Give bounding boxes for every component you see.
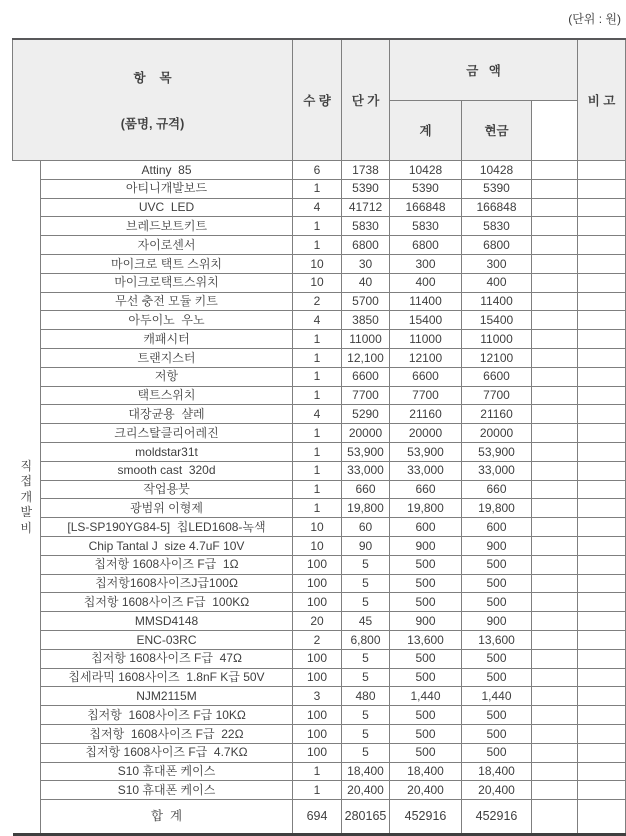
amount-cash-cell: 500	[462, 593, 532, 612]
quantity-cell: 100	[293, 668, 342, 687]
item-name-cell: 아두이노 우노	[41, 311, 293, 330]
unit-price-cell: 41712	[342, 198, 390, 217]
note-cell	[578, 612, 626, 631]
unit-price-cell: 6,800	[342, 630, 390, 649]
note-cell	[578, 386, 626, 405]
amount-cash-cell: 6800	[462, 236, 532, 255]
amount-sum-cell: 500	[390, 724, 462, 743]
table-row	[13, 161, 626, 180]
amount-sum-cell: 20,400	[390, 781, 462, 800]
total-note-cell	[578, 800, 626, 835]
amount-cash-cell: 1,440	[462, 687, 532, 706]
total-quantity-cell: 694	[293, 800, 342, 835]
amount-sum-cell: 12100	[390, 348, 462, 367]
amount-cash-cell: 500	[462, 668, 532, 687]
amount-cash-cell: 5390	[462, 179, 532, 198]
item-name-cell: MMSD4148	[41, 612, 293, 631]
table-row	[13, 254, 626, 273]
table-body	[13, 161, 626, 835]
unit-price-cell: 5	[342, 649, 390, 668]
quantity-cell: 4	[293, 311, 342, 330]
amount-sum-cell: 900	[390, 612, 462, 631]
item-name-cell: smooth cast 320d	[41, 461, 293, 480]
amount-sum-cell: 500	[390, 743, 462, 762]
amount-cash-cell: 15400	[462, 311, 532, 330]
quantity-cell: 1	[293, 348, 342, 367]
quantity-cell: 1	[293, 480, 342, 499]
note-cell	[578, 461, 626, 480]
amount-sum-cell: 500	[390, 555, 462, 574]
total-amount-extra-cell	[532, 800, 578, 835]
unit-price-cell: 40	[342, 273, 390, 292]
item-name-cell: moldstar31t	[41, 442, 293, 461]
table-row	[13, 668, 626, 687]
header-amount-cash: 현금	[462, 100, 532, 160]
table-row	[13, 367, 626, 386]
amount-cash-cell: 500	[462, 724, 532, 743]
item-name-cell: 트랜지스터	[41, 348, 293, 367]
quantity-cell: 10	[293, 273, 342, 292]
quantity-cell: 100	[293, 649, 342, 668]
unit-price-cell: 5700	[342, 292, 390, 311]
amount-cash-cell: 400	[462, 273, 532, 292]
unit-price-cell: 5	[342, 706, 390, 725]
amount-extra-cell	[532, 555, 578, 574]
amount-extra-cell	[532, 536, 578, 555]
item-name-cell: 칩저항 1608사이즈 F급 47Ω	[41, 649, 293, 668]
table-row	[13, 292, 626, 311]
item-name-cell: 택트스위치	[41, 386, 293, 405]
item-name-cell: 마이크로택트스위치	[41, 273, 293, 292]
amount-sum-cell: 660	[390, 480, 462, 499]
note-cell	[578, 161, 626, 180]
unit-price-cell: 19,800	[342, 499, 390, 518]
amount-sum-cell: 19,800	[390, 499, 462, 518]
amount-cash-cell: 300	[462, 254, 532, 273]
table-row	[13, 330, 626, 349]
amount-extra-cell	[532, 330, 578, 349]
item-name-cell: 마이크로 택트 스위치	[41, 254, 293, 273]
amount-extra-cell	[532, 161, 578, 180]
header-unit-price: 단 가	[342, 39, 390, 161]
unit-price-cell: 53,900	[342, 442, 390, 461]
table-row	[13, 442, 626, 461]
item-name-cell: 아티니개발보드	[41, 179, 293, 198]
note-cell	[578, 687, 626, 706]
unit-price-cell: 5	[342, 593, 390, 612]
amount-sum-cell: 11400	[390, 292, 462, 311]
quantity-cell: 2	[293, 292, 342, 311]
unit-price-cell: 3850	[342, 311, 390, 330]
unit-price-cell: 20,400	[342, 781, 390, 800]
quantity-cell: 1	[293, 330, 342, 349]
total-unit-price-cell: 280165	[342, 800, 390, 835]
amount-cash-cell: 11000	[462, 330, 532, 349]
item-name-cell: NJM2115M	[41, 687, 293, 706]
table-row	[13, 480, 626, 499]
amount-extra-cell	[532, 273, 578, 292]
note-cell	[578, 254, 626, 273]
amount-cash-cell: 12100	[462, 348, 532, 367]
note-cell	[578, 424, 626, 443]
note-cell	[578, 273, 626, 292]
header-quantity: 수 량	[293, 39, 342, 161]
amount-extra-cell	[532, 442, 578, 461]
quantity-cell: 1	[293, 217, 342, 236]
item-name-cell: 크리스탈클리어레진	[41, 424, 293, 443]
table-header	[13, 39, 626, 161]
unit-price-cell: 1738	[342, 161, 390, 180]
amount-extra-cell	[532, 499, 578, 518]
amount-extra-cell	[532, 405, 578, 424]
unit-price-cell: 45	[342, 612, 390, 631]
amount-sum-cell: 1,440	[390, 687, 462, 706]
table-row	[13, 424, 626, 443]
note-cell	[578, 593, 626, 612]
table-row	[13, 612, 626, 631]
table-row	[13, 217, 626, 236]
unit-price-cell: 33,000	[342, 461, 390, 480]
total-amount-sum-cell: 452916	[390, 800, 462, 835]
total-row	[13, 800, 626, 835]
amount-extra-cell	[532, 574, 578, 593]
item-name-cell: 자이로센서	[41, 236, 293, 255]
quantity-cell: 100	[293, 593, 342, 612]
amount-extra-cell	[532, 593, 578, 612]
quantity-cell: 1	[293, 781, 342, 800]
amount-extra-cell	[532, 348, 578, 367]
item-name-cell: 대장균용 샬레	[41, 405, 293, 424]
amount-sum-cell: 7700	[390, 386, 462, 405]
table-row	[13, 743, 626, 762]
amount-cash-cell: 5830	[462, 217, 532, 236]
item-name-cell: 광범위 이형제	[41, 499, 293, 518]
note-cell	[578, 743, 626, 762]
note-cell	[578, 480, 626, 499]
amount-sum-cell: 20000	[390, 424, 462, 443]
item-name-cell: Attiny 85	[41, 161, 293, 180]
unit-price-cell: 7700	[342, 386, 390, 405]
item-name-cell: ENC-03RC	[41, 630, 293, 649]
quantity-cell: 1	[293, 236, 342, 255]
quantity-cell: 2	[293, 630, 342, 649]
amount-extra-cell	[532, 743, 578, 762]
amount-extra-cell	[532, 217, 578, 236]
quantity-cell: 1	[293, 461, 342, 480]
amount-cash-cell: 500	[462, 649, 532, 668]
note-cell	[578, 330, 626, 349]
unit-price-cell: 5	[342, 555, 390, 574]
amount-extra-cell	[532, 198, 578, 217]
header-item-subtitle: (품명, 규격)	[120, 117, 185, 131]
category-cell	[13, 161, 41, 835]
item-name-cell: [LS-SP190YG84-5] 칩LED1608-녹색	[41, 518, 293, 537]
table-row	[13, 574, 626, 593]
amount-extra-cell	[532, 762, 578, 781]
quantity-cell: 100	[293, 706, 342, 725]
amount-sum-cell: 10428	[390, 161, 462, 180]
category-label: 직 접 개 발 비	[20, 458, 33, 535]
amount-extra-cell	[532, 480, 578, 499]
amount-sum-cell: 5830	[390, 217, 462, 236]
amount-cash-cell: 500	[462, 706, 532, 725]
item-name-cell: 칩저항 1608사이즈 F급 100KΩ	[41, 593, 293, 612]
item-name-cell: 칩저항 1608사이즈 F급 22Ω	[41, 724, 293, 743]
quantity-cell: 1	[293, 499, 342, 518]
amount-sum-cell: 500	[390, 706, 462, 725]
note-cell	[578, 179, 626, 198]
amount-extra-cell	[532, 724, 578, 743]
header-amount-extra	[532, 100, 578, 160]
note-cell	[578, 762, 626, 781]
item-name-cell: 칩저항 1608사이즈 F급 1Ω	[41, 555, 293, 574]
table-row	[13, 499, 626, 518]
amount-cash-cell: 20,400	[462, 781, 532, 800]
item-name-cell: 캐패시터	[41, 330, 293, 349]
note-cell	[578, 555, 626, 574]
amount-cash-cell: 19,800	[462, 499, 532, 518]
unit-price-cell: 6800	[342, 236, 390, 255]
amount-cash-cell: 600	[462, 518, 532, 537]
note-cell	[578, 781, 626, 800]
quantity-cell: 100	[293, 555, 342, 574]
note-cell	[578, 367, 626, 386]
item-name-cell: 무선 충전 모듈 키트	[41, 292, 293, 311]
header-note: 비 고	[578, 39, 626, 161]
item-name-cell: 칩저항1608사이즈J급100Ω	[41, 574, 293, 593]
header-item	[13, 39, 293, 161]
amount-sum-cell: 13,600	[390, 630, 462, 649]
amount-sum-cell: 15400	[390, 311, 462, 330]
note-cell	[578, 348, 626, 367]
amount-extra-cell	[532, 461, 578, 480]
note-cell	[578, 442, 626, 461]
note-cell	[578, 630, 626, 649]
quantity-cell: 100	[293, 574, 342, 593]
amount-sum-cell: 5390	[390, 179, 462, 198]
amount-extra-cell	[532, 311, 578, 330]
unit-price-cell: 11000	[342, 330, 390, 349]
amount-cash-cell: 33,000	[462, 461, 532, 480]
amount-extra-cell	[532, 179, 578, 198]
amount-extra-cell	[532, 687, 578, 706]
amount-sum-cell: 18,400	[390, 762, 462, 781]
table-row	[13, 405, 626, 424]
note-cell	[578, 311, 626, 330]
amount-extra-cell	[532, 612, 578, 631]
item-name-cell: 작업용붓	[41, 480, 293, 499]
amount-extra-cell	[532, 706, 578, 725]
table-row	[13, 386, 626, 405]
unit-price-cell: 5290	[342, 405, 390, 424]
note-cell	[578, 724, 626, 743]
header-amount-sum: 계	[390, 100, 462, 160]
quantity-cell: 1	[293, 179, 342, 198]
unit-price-cell: 6600	[342, 367, 390, 386]
note-cell	[578, 198, 626, 217]
amount-extra-cell	[532, 367, 578, 386]
quantity-cell: 1	[293, 386, 342, 405]
amount-cash-cell: 7700	[462, 386, 532, 405]
quantity-cell: 100	[293, 743, 342, 762]
amount-sum-cell: 900	[390, 536, 462, 555]
amount-cash-cell: 500	[462, 743, 532, 762]
amount-sum-cell: 11000	[390, 330, 462, 349]
amount-cash-cell: 166848	[462, 198, 532, 217]
amount-sum-cell: 300	[390, 254, 462, 273]
amount-extra-cell	[532, 254, 578, 273]
unit-price-cell: 60	[342, 518, 390, 537]
quantity-cell: 10	[293, 536, 342, 555]
total-amount-cash-cell: 452916	[462, 800, 532, 835]
amount-sum-cell: 600	[390, 518, 462, 537]
amount-sum-cell: 21160	[390, 405, 462, 424]
note-cell	[578, 574, 626, 593]
table-row	[13, 649, 626, 668]
amount-cash-cell: 900	[462, 612, 532, 631]
amount-extra-cell	[532, 668, 578, 687]
table-row	[13, 781, 626, 800]
quantity-cell: 4	[293, 198, 342, 217]
quantity-cell: 1	[293, 442, 342, 461]
amount-cash-cell: 21160	[462, 405, 532, 424]
amount-extra-cell	[532, 649, 578, 668]
amount-extra-cell	[532, 424, 578, 443]
table-row	[13, 311, 626, 330]
item-name-cell: 칩저항 1608사이즈 F급 4.7KΩ	[41, 743, 293, 762]
unit-price-cell: 660	[342, 480, 390, 499]
item-name-cell: 칩저항 1608사이즈 F급 10KΩ	[41, 706, 293, 725]
amount-extra-cell	[532, 781, 578, 800]
header-amount-group: 금 액	[390, 39, 578, 100]
item-name-cell: 브레드보트키트	[41, 217, 293, 236]
unit-price-cell: 18,400	[342, 762, 390, 781]
amount-extra-cell	[532, 236, 578, 255]
unit-price-cell: 5	[342, 724, 390, 743]
amount-extra-cell	[532, 292, 578, 311]
amount-cash-cell: 900	[462, 536, 532, 555]
cost-table	[12, 38, 626, 836]
amount-cash-cell: 10428	[462, 161, 532, 180]
table-row	[13, 555, 626, 574]
quantity-cell: 10	[293, 518, 342, 537]
note-cell	[578, 706, 626, 725]
quantity-cell: 3	[293, 687, 342, 706]
amount-extra-cell	[532, 518, 578, 537]
unit-price-cell: 5390	[342, 179, 390, 198]
quantity-cell: 4	[293, 405, 342, 424]
amount-cash-cell: 660	[462, 480, 532, 499]
amount-sum-cell: 6600	[390, 367, 462, 386]
quantity-cell: 6	[293, 161, 342, 180]
table-row	[13, 630, 626, 649]
note-cell	[578, 536, 626, 555]
quantity-cell: 1	[293, 367, 342, 386]
unit-price-cell: 5	[342, 574, 390, 593]
table-row	[13, 518, 626, 537]
amount-cash-cell: 6600	[462, 367, 532, 386]
table-row	[13, 593, 626, 612]
total-label-cell: 합 계	[41, 800, 293, 835]
unit-price-cell: 480	[342, 687, 390, 706]
table-row	[13, 687, 626, 706]
amount-sum-cell: 166848	[390, 198, 462, 217]
unit-price-cell: 20000	[342, 424, 390, 443]
note-cell	[578, 405, 626, 424]
unit-price-cell: 30	[342, 254, 390, 273]
amount-cash-cell: 500	[462, 574, 532, 593]
amount-cash-cell: 500	[462, 555, 532, 574]
amount-sum-cell: 500	[390, 649, 462, 668]
amount-extra-cell	[532, 630, 578, 649]
unit-price-cell: 5830	[342, 217, 390, 236]
amount-cash-cell: 13,600	[462, 630, 532, 649]
note-cell	[578, 668, 626, 687]
item-name-cell: S10 휴대폰 케이스	[41, 781, 293, 800]
unit-price-cell: 5	[342, 743, 390, 762]
unit-price-cell: 90	[342, 536, 390, 555]
amount-sum-cell: 33,000	[390, 461, 462, 480]
amount-sum-cell: 53,900	[390, 442, 462, 461]
amount-sum-cell: 6800	[390, 236, 462, 255]
item-name-cell: UVC LED	[41, 198, 293, 217]
note-cell	[578, 217, 626, 236]
table-row	[13, 706, 626, 725]
table-row	[13, 724, 626, 743]
table-row	[13, 179, 626, 198]
item-name-cell: Chip Tantal J size 4.7uF 10V	[41, 536, 293, 555]
note-cell	[578, 499, 626, 518]
item-name-cell: S10 휴대폰 케이스	[41, 762, 293, 781]
unit-price-cell: 12,100	[342, 348, 390, 367]
note-cell	[578, 292, 626, 311]
amount-sum-cell: 500	[390, 574, 462, 593]
amount-cash-cell: 20000	[462, 424, 532, 443]
item-name-cell: 저항	[41, 367, 293, 386]
amount-sum-cell: 400	[390, 273, 462, 292]
quantity-cell: 1	[293, 424, 342, 443]
table-row	[13, 236, 626, 255]
amount-cash-cell: 11400	[462, 292, 532, 311]
amount-sum-cell: 500	[390, 593, 462, 612]
amount-extra-cell	[532, 386, 578, 405]
quantity-cell: 10	[293, 254, 342, 273]
unit-note: (단위 : 원)	[568, 12, 621, 26]
table-row	[13, 273, 626, 292]
amount-sum-cell: 500	[390, 668, 462, 687]
table-row	[13, 536, 626, 555]
quantity-cell: 100	[293, 724, 342, 743]
amount-cash-cell: 53,900	[462, 442, 532, 461]
note-cell	[578, 518, 626, 537]
unit-price-cell: 5	[342, 668, 390, 687]
header-item-title: 항 목	[133, 71, 172, 85]
table-row	[13, 198, 626, 217]
note-cell	[578, 649, 626, 668]
item-name-cell: 칩세라믹 1608사이즈 1.8nF K급 50V	[41, 668, 293, 687]
amount-cash-cell: 18,400	[462, 762, 532, 781]
table-row	[13, 348, 626, 367]
quantity-cell: 20	[293, 612, 342, 631]
quantity-cell: 1	[293, 762, 342, 781]
table-row	[13, 461, 626, 480]
note-cell	[578, 236, 626, 255]
table-row	[13, 762, 626, 781]
